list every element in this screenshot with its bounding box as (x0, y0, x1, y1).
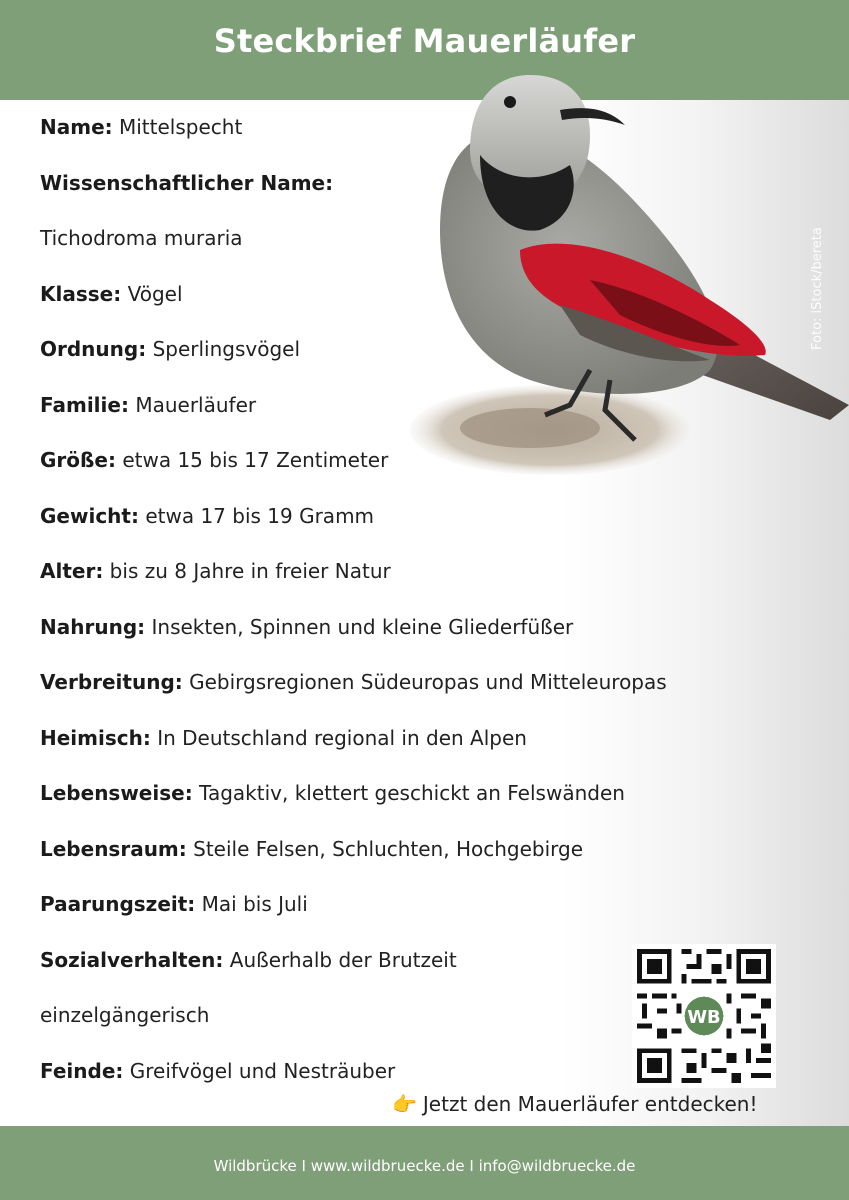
fact-scientific-name-value (40, 224, 760, 280)
fact-value: bis zu 8 Jahre in freier Natur (103, 559, 391, 583)
fact-value: Tagaktiv, klettert geschickt an Felswänden (192, 781, 625, 805)
fact-label: Ordnung: (40, 337, 147, 361)
fact-value: Tichodroma muraria (40, 226, 243, 250)
fact-value: Gebirgsregionen Südeuropas und Mitteleuropas (182, 670, 667, 694)
fact-label: Name: (40, 115, 113, 139)
fact-label: Sozialverhalten: (40, 947, 224, 972)
fact-value: Mittelspecht (112, 115, 243, 139)
qr-code-icon[interactable] (632, 944, 776, 1088)
fact-label: Verbreitung: (40, 670, 183, 694)
fact-age (40, 557, 760, 613)
fact-value: In Deutschland regional in den Alpen (150, 725, 527, 750)
fact-label: Lebensraum: (40, 836, 187, 861)
fact-label: Größe: (40, 448, 116, 472)
fact-order (40, 335, 760, 391)
fact-distribution (40, 668, 760, 724)
fact-value: einzelgängerisch (40, 1003, 210, 1027)
fact-habitat (40, 835, 760, 891)
cta-text: Jetzt den Mauerläufer entdecken! (422, 1092, 758, 1116)
fact-label: Lebensweise: (40, 781, 193, 805)
fact-label: Paarungszeit: (40, 892, 196, 916)
fact-mating-season (40, 890, 760, 946)
fact-value: Mai bis Juli (195, 892, 308, 916)
footer-bar (0, 1126, 849, 1200)
fact-class (40, 280, 760, 336)
fact-value: etwa 15 bis 17 Zentimeter (115, 448, 389, 472)
footer-contact: Wildbrücke I www.wildbruecke.de I info@wildbruecke.de (213, 1157, 636, 1175)
fact-label: Feinde: (40, 1058, 124, 1083)
fact-value: Sperlingsvögel (146, 337, 301, 361)
fact-label: Heimisch: (40, 725, 151, 750)
fact-value: Außerhalb der Brutzeit (223, 947, 457, 972)
fact-value: Vögel (121, 281, 183, 306)
fact-label: Gewicht: (40, 503, 139, 528)
fact-scientific-name (40, 169, 760, 225)
fact-label: Klasse: (40, 281, 122, 306)
fact-label: Familie: (40, 392, 129, 417)
photo-credit: Foto: iStock/bereta (810, 227, 825, 350)
fact-value: Greifvögel und Nesträuber (123, 1058, 396, 1083)
fact-food (40, 613, 760, 669)
fact-label: Nahrung: (40, 614, 146, 639)
fact-lifestyle (40, 779, 760, 835)
fact-native (40, 724, 760, 780)
fact-weight (40, 502, 760, 558)
fact-size (40, 446, 760, 502)
qr-badge: WB (687, 1006, 721, 1028)
fact-name (40, 113, 760, 169)
fact-label: Alter: (40, 559, 104, 583)
fact-label: Wissenschaftlicher Name: (40, 170, 334, 195)
fact-family (40, 391, 760, 447)
fact-value: Mauerläufer (128, 392, 257, 417)
page-title: Steckbrief Mauerläufer (213, 22, 636, 60)
fact-value: Steile Felsen, Schluchten, Hochgebirge (186, 836, 584, 861)
fact-value: etwa 17 bis 19 Gramm (138, 503, 375, 528)
fact-value: Insekten, Spinnen und kleine Gliederfüßer (145, 614, 574, 639)
cta-link[interactable] (392, 1092, 758, 1116)
pointing-hand-icon: 👉 (392, 1092, 417, 1116)
